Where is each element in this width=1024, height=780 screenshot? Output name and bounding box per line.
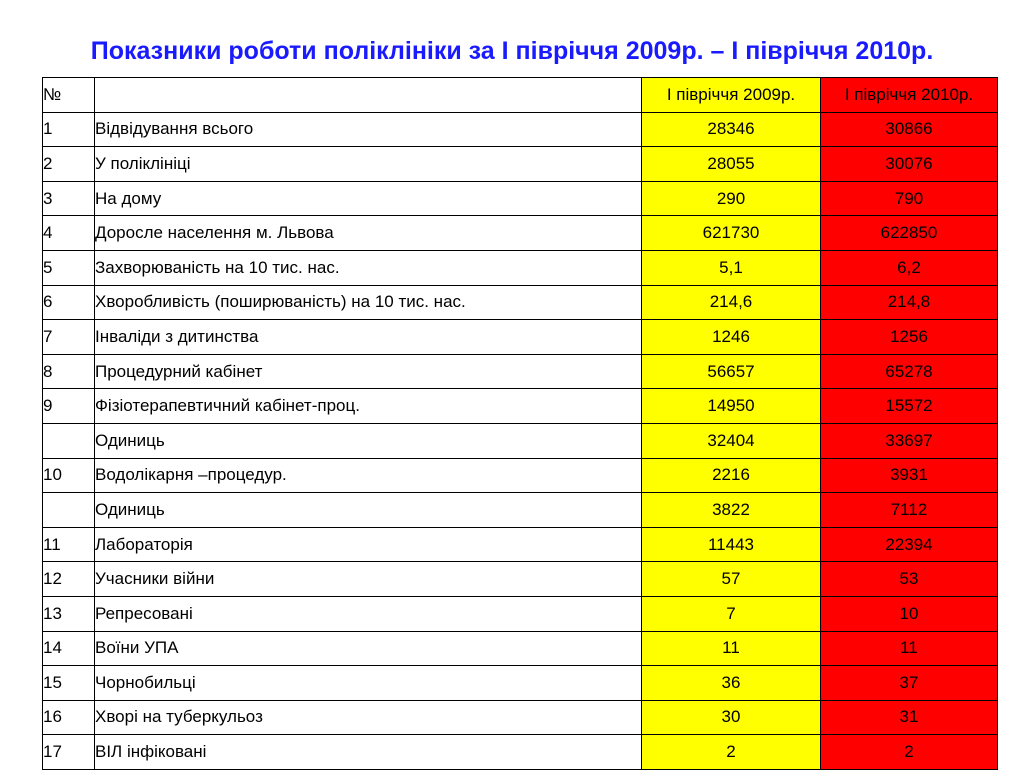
row-value-2010: 30866: [821, 112, 998, 147]
row-value-2010: 15572: [821, 389, 998, 424]
header-number: №: [43, 78, 95, 113]
row-indicator: Хворі на туберкульоз: [95, 700, 642, 735]
table-body: [43, 112, 998, 769]
row-indicator: Репресовані: [95, 596, 642, 631]
row-indicator: На дому: [95, 181, 642, 216]
row-value-2010: 31: [821, 700, 998, 735]
header-indicator: [95, 78, 642, 113]
row-number: 14: [43, 631, 95, 666]
table-header-row: [43, 78, 998, 113]
row-indicator: Відвідування всього: [95, 112, 642, 147]
row-number: 11: [43, 527, 95, 562]
table-row: [43, 181, 998, 216]
row-value-2010: 30076: [821, 147, 998, 182]
row-indicator: Хворобливість (поширюваність) на 10 тис. нас.: [95, 285, 642, 320]
row-value-2010: 1256: [821, 320, 998, 355]
row-number: 7: [43, 320, 95, 355]
table-row: [43, 285, 998, 320]
row-value-2009: 32404: [642, 423, 821, 458]
row-value-2009: 3822: [642, 493, 821, 528]
row-number: 9: [43, 389, 95, 424]
row-indicator: Інваліди з дитинства: [95, 320, 642, 355]
row-value-2010: 53: [821, 562, 998, 597]
row-indicator: Водолікарня –процедур.: [95, 458, 642, 493]
row-indicator: Доросле населення м. Львова: [95, 216, 642, 251]
row-indicator: У поліклініці: [95, 147, 642, 182]
row-value-2009: 2: [642, 735, 821, 770]
row-value-2010: 790: [821, 181, 998, 216]
page-title: Показники роботи поліклініки за І півріччя 2009р. – І півріччя 2010р.: [90, 37, 934, 65]
row-number: 5: [43, 250, 95, 285]
row-number: 16: [43, 700, 95, 735]
table-row: [43, 250, 998, 285]
table-row: [43, 700, 998, 735]
table-row: [43, 112, 998, 147]
row-number: 6: [43, 285, 95, 320]
row-value-2009: 57: [642, 562, 821, 597]
row-value-2009: 2216: [642, 458, 821, 493]
table-row: [43, 596, 998, 631]
row-indicator: ВІЛ інфіковані: [95, 735, 642, 770]
row-number: 13: [43, 596, 95, 631]
table-row: [43, 562, 998, 597]
row-value-2009: 11443: [642, 527, 821, 562]
table-row: [43, 527, 998, 562]
row-value-2010: 7112: [821, 493, 998, 528]
row-value-2010: 214,8: [821, 285, 998, 320]
row-value-2010: 10: [821, 596, 998, 631]
row-value-2009: 1246: [642, 320, 821, 355]
row-value-2009: 214,6: [642, 285, 821, 320]
row-indicator: Захворюваність на 10 тис. нас.: [95, 250, 642, 285]
row-value-2009: 14950: [642, 389, 821, 424]
row-value-2010: 2: [821, 735, 998, 770]
row-number: 8: [43, 354, 95, 389]
row-value-2009: 56657: [642, 354, 821, 389]
row-number: 17: [43, 735, 95, 770]
row-value-2009: 7: [642, 596, 821, 631]
row-indicator: Лабораторія: [95, 527, 642, 562]
row-number: 15: [43, 666, 95, 701]
row-value-2009: 5,1: [642, 250, 821, 285]
row-indicator: Воїни УПА: [95, 631, 642, 666]
row-indicator: Фізіотерапевтичний кабінет-проц.: [95, 389, 642, 424]
row-value-2010: 37: [821, 666, 998, 701]
row-indicator: Одиниць: [95, 493, 642, 528]
row-number: 12: [43, 562, 95, 597]
table-row: [43, 631, 998, 666]
row-value-2009: 11: [642, 631, 821, 666]
table-row: [43, 216, 998, 251]
row-value-2010: 22394: [821, 527, 998, 562]
row-value-2009: 290: [642, 181, 821, 216]
header-2010: І півріччя 2010р.: [821, 78, 998, 113]
row-indicator: Одиниць: [95, 423, 642, 458]
row-number: 4: [43, 216, 95, 251]
statistics-table: [42, 77, 998, 770]
table-row: [43, 320, 998, 355]
row-value-2009: 36: [642, 666, 821, 701]
header-2009: І півріччя 2009р.: [642, 78, 821, 113]
row-number: 2: [43, 147, 95, 182]
table-row: [43, 389, 998, 424]
row-number: 10: [43, 458, 95, 493]
table-row: [43, 666, 998, 701]
row-value-2009: 28055: [642, 147, 821, 182]
table-row: [43, 147, 998, 182]
row-value-2010: 3931: [821, 458, 998, 493]
row-value-2010: 6,2: [821, 250, 998, 285]
row-indicator: Процедурний кабінет: [95, 354, 642, 389]
row-number: [43, 493, 95, 528]
row-indicator: Учасники війни: [95, 562, 642, 597]
table-row: [43, 458, 998, 493]
table-row: [43, 735, 998, 770]
row-indicator: Чорнобильці: [95, 666, 642, 701]
row-value-2009: 30: [642, 700, 821, 735]
row-number: [43, 423, 95, 458]
row-value-2009: 28346: [642, 112, 821, 147]
table-row: [43, 423, 998, 458]
row-value-2010: 33697: [821, 423, 998, 458]
row-value-2010: 622850: [821, 216, 998, 251]
row-value-2010: 65278: [821, 354, 998, 389]
table-row: [43, 493, 998, 528]
row-value-2009: 621730: [642, 216, 821, 251]
row-number: 1: [43, 112, 95, 147]
row-number: 3: [43, 181, 95, 216]
row-value-2010: 11: [821, 631, 998, 666]
table-row: [43, 354, 998, 389]
